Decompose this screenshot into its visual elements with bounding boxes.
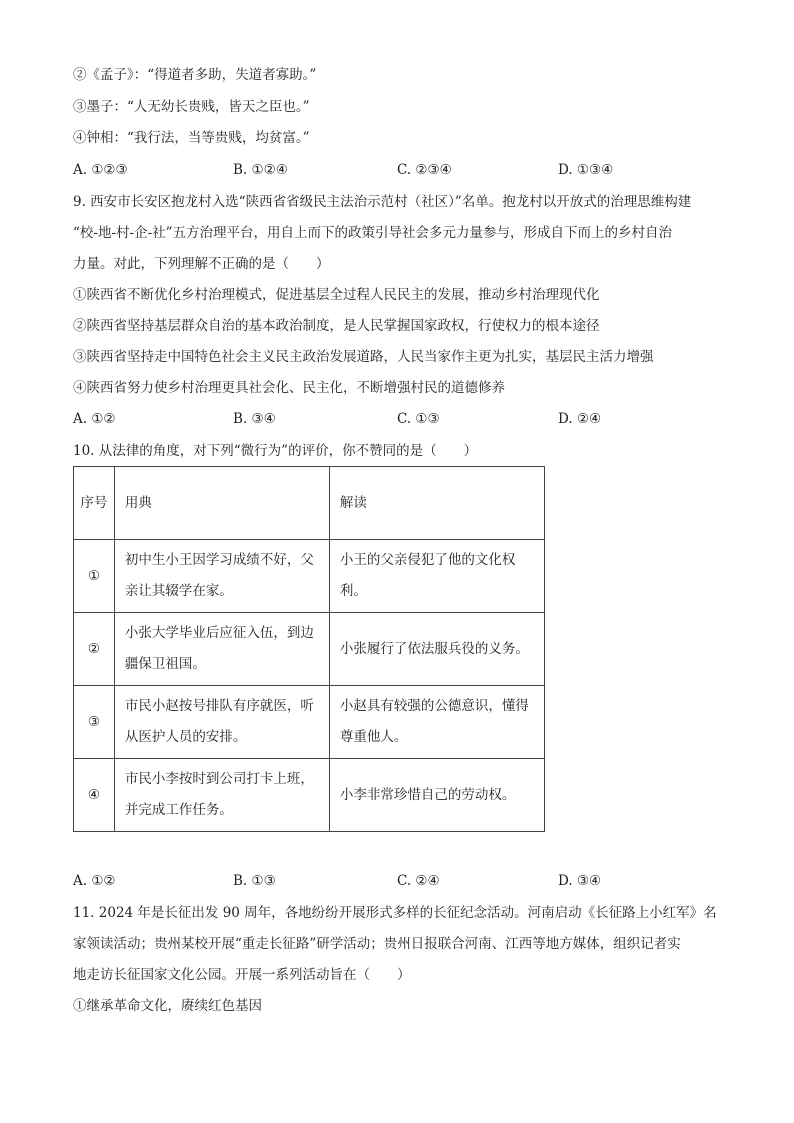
table-header-row <box>74 467 545 540</box>
q9-stem-line-1: 9. 西安市长安区抱龙村入选“陕西省省级民主法治示范村（社区）”名单。抱龙村以开放式的治理思维构建 <box>73 194 692 210</box>
q8-options <box>73 160 733 180</box>
q9-item-1: ①陕西省不断优化乡村治理模式，促进基层全过程人民民主的发展，推动乡村治理现代化 <box>73 287 600 303</box>
q9-option-b[interactable]: B. ③④ <box>233 411 276 427</box>
row-case: 市民小赵按号排队有序就医，听从医护人员的安排。 <box>114 686 329 759</box>
q8-item-4: ④钟相：“我行法，当等贵贱，均贫富。” <box>73 130 310 146</box>
q10-option-a[interactable]: A. ①② <box>73 873 116 889</box>
row-index: ② <box>74 613 115 686</box>
q10-options <box>73 871 733 891</box>
table-row <box>74 613 545 686</box>
q9-stem-line-2: “校-地-村-企-社”五方治理平台，用自上而下的政策引导社会多元力量参与，形成自下而上的乡村自治 <box>73 225 673 241</box>
q8-item-3: ③墨子：“人无幼长贵贱，皆天之臣也。” <box>73 99 310 115</box>
q10-option-d[interactable]: D. ③④ <box>558 873 602 889</box>
q9-option-a[interactable]: A. ①② <box>73 411 116 427</box>
header-case: 用典 <box>114 467 329 540</box>
q8-option-c[interactable]: C. ②③④ <box>397 162 452 178</box>
q9-stem-line-3: 力量。对此，下列理解不正确的是（ ） <box>73 256 330 272</box>
q9-item-3: ③陕西省坚持走中国特色社会主义民主政治发展道路，人民当家作主更为扎实，基层民主活力增强 <box>73 349 654 365</box>
q9-item-2: ②陕西省坚持基层群众自治的基本政治制度，是人民掌握国家政权，行使权力的根本途径 <box>73 318 600 334</box>
q9-item-4: ④陕西省努力使乡村治理更具社会化、民主化，不断增强村民的道德修养 <box>73 380 505 396</box>
row-interpretation: 小李非常珍惜自己的劳动权。 <box>329 759 544 832</box>
q9-options <box>73 409 733 429</box>
q8-option-b[interactable]: B. ①②④ <box>233 162 288 178</box>
table-row <box>74 759 545 832</box>
row-case: 初中生小王因学习成绩不好，父亲让其辍学在家。 <box>114 540 329 613</box>
q11-item-1: ①继承革命文化，赓续红色基因 <box>73 998 262 1014</box>
row-index: ① <box>74 540 115 613</box>
table-row <box>74 686 545 759</box>
q10-stem: 10. 从法律的角度，对下列“微行为”的评价，你不赞同的是（ ） <box>73 443 478 459</box>
q9-option-d[interactable]: D. ②④ <box>558 411 602 427</box>
q11-stem-line-3: 地走访长征国家文化公园。开展一系列活动旨在（ ） <box>73 967 411 983</box>
header-index: 序号 <box>74 467 115 540</box>
q8-option-d[interactable]: D. ①③④ <box>558 162 614 178</box>
q11-stem-line-1: 11. 2024 年是长征出发 90 周年，各地纷纷开展形式多样的长征纪念活动。河南启动《长征路上小红军》名 <box>73 905 717 921</box>
q8-item-2: ②《孟子》：“得道者多助，失道者寡助。” <box>73 67 317 83</box>
q10-option-b[interactable]: B. ①③ <box>233 873 276 889</box>
header-interpretation: 解读 <box>329 467 544 540</box>
row-index: ③ <box>74 686 115 759</box>
row-case: 市民小李按时到公司打卡上班，并完成工作任务。 <box>114 759 329 832</box>
q9-option-c[interactable]: C. ①③ <box>397 411 440 427</box>
row-interpretation: 小王的父亲侵犯了他的文化权利。 <box>329 540 544 613</box>
row-case: 小张大学毕业后应征入伍，到边疆保卫祖国。 <box>114 613 329 686</box>
q8-option-a[interactable]: A. ①②③ <box>73 162 128 178</box>
row-interpretation: 小赵具有较强的公德意识，懂得尊重他人。 <box>329 686 544 759</box>
q10-option-c[interactable]: C. ②④ <box>397 873 440 889</box>
table-row <box>74 540 545 613</box>
row-interpretation: 小张履行了依法服兵役的义务。 <box>329 613 544 686</box>
q10-table <box>73 466 545 832</box>
q11-stem-line-2: 家领读活动；贵州某校开展“重走长征路”研学活动；贵州日报联合河南、江西等地方媒体，组织记者实 <box>73 936 681 952</box>
row-index: ④ <box>74 759 115 832</box>
